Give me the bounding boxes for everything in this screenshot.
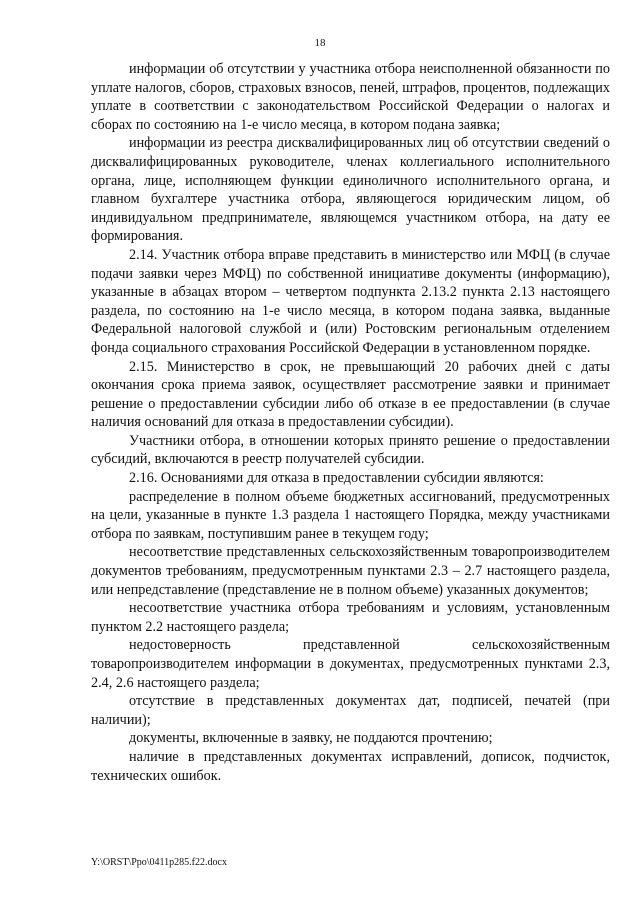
paragraph: информации об отсутствии у участника отбора неисполненной обязанности по уплате налогов, сборов, страховых взносов, пеней, штрафов, процентов, подлежащих уплате в соответствии с законодательством Российской Федерации о налогах и сборах по состоянию на 1-е число месяца, в котором подана заявка; [91,61,610,133]
paragraph: Участники отбора, в отношении которых принято решение о предоставлении субсидий, включаются в реестр получателей субсидии. [91,432,610,468]
paragraph: 2.16. Основаниями для отказа в предоставлении субсидии являются: [129,470,544,487]
page-number: 18 [314,37,326,49]
paragraph: информации из реестра дисквалифицированных лиц об отсутствии сведений о дисквалифицированных руководителе, членах коллегиального исполнительного органа, лице, исполняющем функции единоличного исполнительного органа, и главном бухгалтере участника отбора, являющегося юридическим лицом, об индивидуальном предпринимателе, являющемся участником отбора, на дату ее формирования. [91,135,610,245]
paragraph: документы, включенные в заявку, не поддаются прочтению; [129,730,493,747]
file-path-footer: Y:\ORST\Ppo\0411p285.f22.docx [91,857,227,868]
paragraph: распределение в полном объеме бюджетных ассигнований, предусмотренных на цели, указанные в пункте 1.3 раздела 1 настоящего Порядка, между участниками отбора по заявкам, поступившим ранее в текущем году; [91,488,610,542]
document-body [91,60,610,785]
paragraph: отсутствие в представленных документах дат, подписей, печатей (при наличии); [91,693,610,728]
paragraph: недостоверность представленной сельскохозяйственным товаропроизводителем информации в документах, предусмотренных пунктами 2.3, 2.4, 2.6 настоящего раздела; [91,637,610,691]
paragraph: несоответствие участника отбора требованиям и условиям, установленным пунктом 2.2 настоящего раздела; [91,600,610,635]
paragraph: наличие в представленных документах исправлений, дописок, подчисток, технических ошибок. [91,748,610,784]
paragraph: несоответствие представленных сельскохозяйственным товаропроизводителем документов требованиям, предусмотренным пунктами 2.3 – 2.7 настоящего раздела, или непредставление (представление не в полном объеме) указанных документов; [91,544,610,598]
paragraph: 2.14. Участник отбора вправе представить в министерство или МФЦ (в случае подачи заявки через МФЦ) по собственной инициативе документы (информацию), указанные в абзацах втором – четвертом подпункта 2.13.2 пункта 2.13 настоящего раздела, по состоянию на 1-е число месяца, в котором подана заявка, выданные Федеральной налоговой службой и (или) Ростовским региональным отделением фонда социального страхования Российской Федерации в установленном порядке. [91,246,610,356]
paragraph: 2.15. Министерство в срок, не превышающий 20 рабочих дней с даты окончания срока приема заявок, осуществляет рассмотрение заявки и принимает решение о предоставлении субсидии либо об отказе в ее предоставлении (в случае наличия оснований для отказа в предоставлении субсидии). [91,358,610,431]
